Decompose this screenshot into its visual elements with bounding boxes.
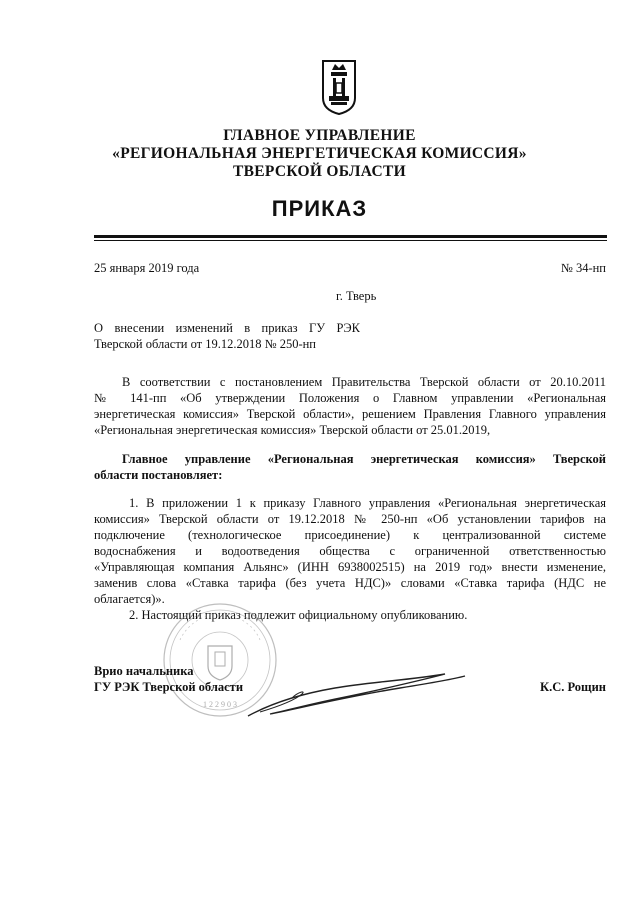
- document-date: 25 января 2019 года: [94, 261, 200, 275]
- document-type-title: ПРИКАЗ: [271, 196, 368, 221]
- org-name-line-3: ТВЕРСКОЙ ОБЛАСТИ: [233, 163, 406, 180]
- decree-line-2: области постановляет:: [94, 468, 223, 482]
- signatory-position-line-2: ГУ РЭК Тверской области: [94, 680, 244, 694]
- subject-line-2: Тверской области от 19.12.2018 № 250-нп: [94, 337, 316, 351]
- coat-of-arms-icon: [320, 58, 358, 116]
- signatory-name: К.С. Рощин: [540, 680, 606, 694]
- preamble-line-2: № 141-пп «Об утверждении Положения о Главном управлении «Региональная: [94, 391, 606, 405]
- handwritten-signature-icon: [240, 654, 470, 734]
- item-1-line-7: облагается)».: [94, 592, 165, 606]
- org-name-line-1: ГЛАВНОЕ УПРАВЛЕНИЕ: [223, 127, 416, 144]
- document-city: г. Тверь: [336, 289, 377, 303]
- item-1-line-6: заменив слова «Ставка тарифа (без учета НДС)» словами «Ставка тарифа (НДС не: [94, 576, 606, 590]
- item-1-line-2: комиссия» Тверской области от 19.12.2018 № 250-нп «Об установлении тарифов на: [94, 512, 606, 526]
- item-2: 2. Настоящий приказ подлежит официальному опубликованию.: [129, 608, 468, 622]
- item-1-line-1: 1. В приложении 1 к приказу Главного управления «Региональная энергетическая: [129, 496, 606, 510]
- item-1-line-5: «Управляющая компания Альянс» (ИНН 6938002515) на 2019 год» внести изменение,: [94, 560, 606, 574]
- preamble-line-3: энергетическая комиссия» Тверской области», решением Правления Главного управления: [94, 407, 606, 421]
- preamble-line-4: «Региональная энергетическая комиссия» Тверской области от 25.01.2019,: [94, 423, 491, 437]
- svg-text:1 2 2 9 0 3: 1 2 2 9 0 3: [203, 700, 237, 709]
- preamble-line-1: В соответствии с постановлением Правительства Тверской области от 20.10.2011: [122, 375, 606, 389]
- decree-line-1: Главное управление «Региональная энергетическая комиссия» Тверской: [122, 452, 606, 466]
- document-number: № 34-нп: [560, 261, 606, 275]
- item-1-line-4: водоснабжения и водоотведения общества с ограниченной ответственностью: [94, 544, 606, 558]
- header-rule-thin: [94, 240, 607, 241]
- header-rule-thick: [94, 235, 607, 238]
- org-name-line-2: «РЕГИОНАЛЬНАЯ ЭНЕРГЕТИЧЕСКАЯ КОМИССИЯ»: [112, 145, 527, 162]
- signatory-position-line-1: Врио начальника: [94, 664, 194, 678]
- item-1-line-3: подключение (технологическое присоединение) к централизованной системе: [94, 528, 606, 542]
- subject-line-1: О внесении изменений в приказ ГУ РЭК: [94, 321, 360, 335]
